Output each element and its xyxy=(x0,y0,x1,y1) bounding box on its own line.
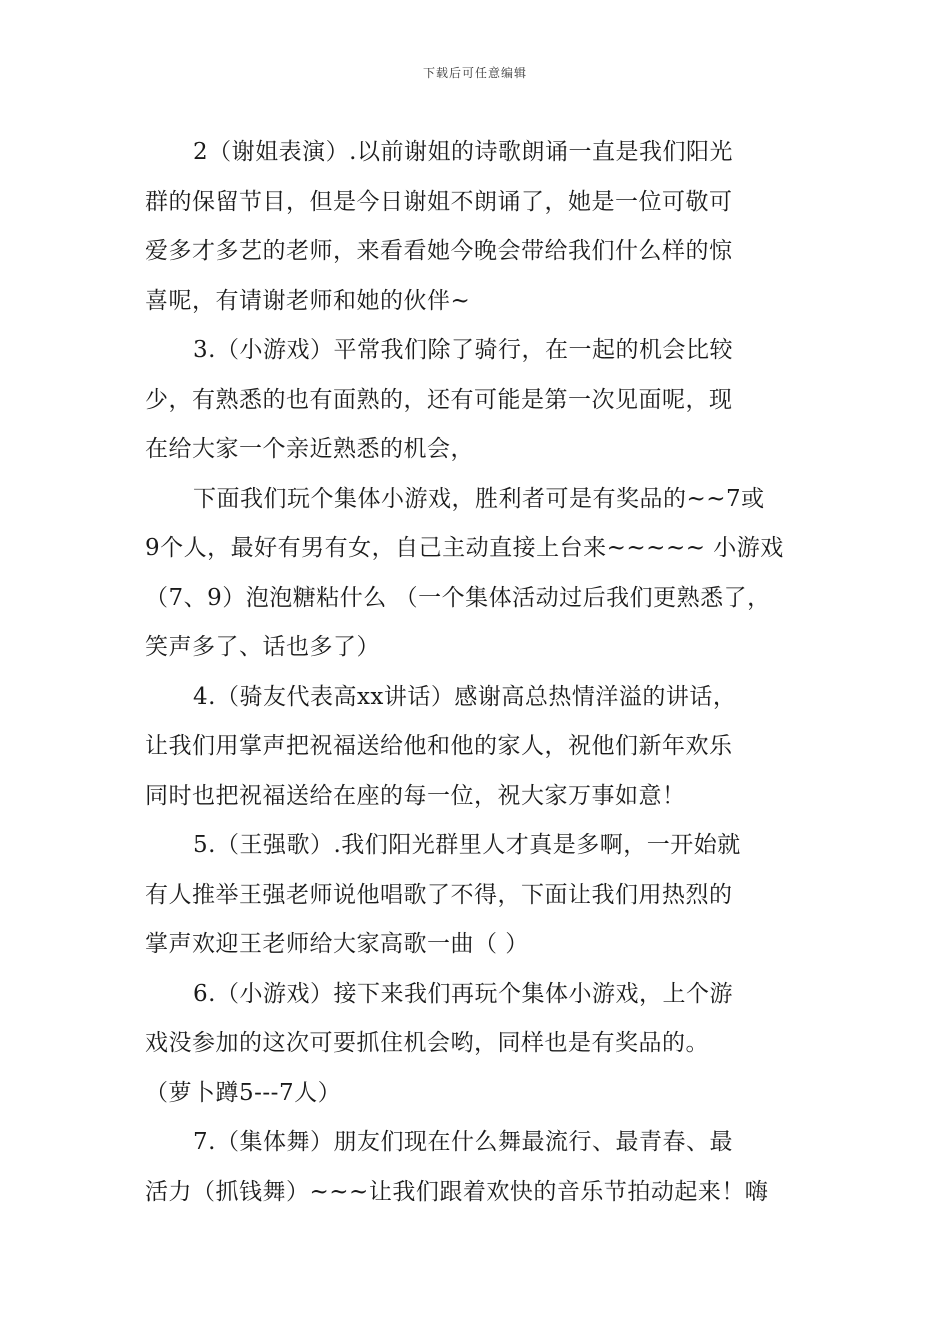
page-header: 下载后可任意编辑 xyxy=(422,66,527,80)
text-line: 笑声多了、话也多了） xyxy=(145,634,380,660)
text-line: 同时也把祝福送给在座的每一位，祝大家万事如意！ xyxy=(145,782,686,809)
text-line: 掌声欢迎王老师给大家高歌一曲（ ） xyxy=(145,931,529,957)
text-line: 3.（小游戏）平常我们除了骑行，在一起的机会比较 xyxy=(193,337,733,363)
text-line: 4.（骑友代表高xx讲话）感谢高总热情洋溢的讲话， xyxy=(193,683,737,710)
text-line: 少，有熟悉的也有面熟的，还有可能是第一次见面呢，现 xyxy=(145,386,733,413)
document-body xyxy=(145,128,825,1217)
text-line: 2（谢姐表演）.以前谢姐的诗歌朗诵一直是我们阳光 xyxy=(193,139,733,165)
text-line: 7.（集体舞）朋友们现在什么舞最流行、最青春、最 xyxy=(193,1129,733,1155)
text-line: 下面我们玩个集体小游戏，胜利者可是有奖品的~~7或 xyxy=(193,485,765,512)
text-line: （7、9）泡泡糖粘什么 （一个集体活动过后我们更熟悉了， xyxy=(145,584,771,611)
text-line: （萝卜蹲5---7人） xyxy=(145,1079,342,1106)
text-line: 5.（王强歌）.我们阳光群里人才真是多啊，一开始就 xyxy=(193,832,741,858)
text-line: 戏没参加的这次可要抓住机会哟，同样也是有奖品的。 xyxy=(145,1030,709,1056)
text-line: 6.（小游戏）接下来我们再玩个集体小游戏，上个游 xyxy=(193,980,733,1007)
text-line: 喜呢，有请谢老师和她的伙伴~ xyxy=(145,287,471,314)
text-line: 在给大家一个亲近熟悉的机会， xyxy=(145,436,474,462)
text-line: 9个人，最好有男有女，自己主动直接上台来~~~~~ 小游戏 xyxy=(145,535,784,561)
text-line: 让我们用掌声把祝福送给他和他的家人，祝他们新年欢乐 xyxy=(145,733,733,759)
text-line: 群的保留节目，但是今日谢姐不朗诵了，她是一位可敬可 xyxy=(145,188,733,215)
text-line: 活力（抓钱舞）~~~让我们跟着欢快的音乐节拍动起来！嗨 xyxy=(145,1178,769,1205)
text-line: 有人推举王强老师说他唱歌了不得，下面让我们用热烈的 xyxy=(145,881,733,908)
text-line: 爱多才多艺的老师，来看看她今晚会带给我们什么样的惊 xyxy=(145,238,733,264)
